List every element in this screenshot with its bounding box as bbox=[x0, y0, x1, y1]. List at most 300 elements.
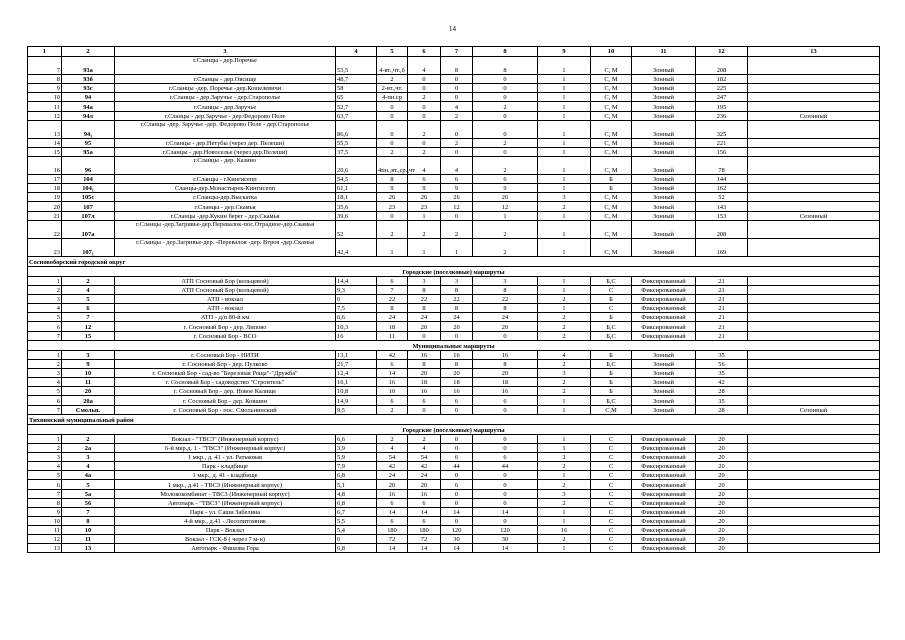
cell-route-name: г.Сланцы - дер.Заручье bbox=[115, 102, 336, 111]
cell-route-no: 93б bbox=[62, 75, 115, 84]
cell-row-no: 2 bbox=[28, 443, 62, 452]
cell-route-name: г.Сланцы - г.Кингисепп bbox=[115, 174, 336, 183]
cell-class: Б,С bbox=[591, 331, 632, 340]
cell-tariff: Зонный bbox=[632, 138, 696, 147]
cell-vehicles: 1 bbox=[538, 156, 591, 174]
cell-class: С, М bbox=[591, 120, 632, 138]
cell-trips-b: 6 bbox=[408, 516, 441, 525]
cell-trips-c: 0 bbox=[441, 93, 473, 102]
cell-route-no: 20 bbox=[62, 387, 115, 396]
cell-route-name: АТП - вокзал bbox=[115, 304, 336, 313]
cell-tariff: Фиксированный bbox=[632, 462, 696, 471]
cell-route-no: 94л bbox=[62, 111, 115, 120]
cell-trips-b: 8 bbox=[408, 359, 441, 368]
cell-route-no: 15 bbox=[62, 331, 115, 340]
cell-note bbox=[748, 184, 880, 193]
cell-route-name: г.Сланцы - дер.Нетубы (через дер. Пелеши) bbox=[115, 138, 336, 147]
cell-note bbox=[748, 387, 880, 396]
cell-length: 5,9 bbox=[336, 452, 377, 461]
subsection-heading: Муниципальные маршруты bbox=[28, 340, 880, 350]
cell-note bbox=[748, 220, 880, 238]
cell-trips-b: 8 bbox=[408, 285, 441, 294]
cell-class: С bbox=[591, 516, 632, 525]
table-row bbox=[28, 174, 880, 183]
cell-trips-b: 18 bbox=[408, 378, 441, 387]
routes-table bbox=[27, 46, 880, 553]
cell-route-no: 5 bbox=[62, 294, 115, 303]
cell-row-no: 2 bbox=[28, 285, 62, 294]
cell-trips-c: 2 bbox=[441, 220, 473, 238]
cell-trips-d: 8 bbox=[473, 57, 538, 75]
cell-route-name: Автопарк - Фишова Гора bbox=[115, 544, 336, 553]
cell-trips-c: 8 bbox=[441, 359, 473, 368]
cell-note bbox=[748, 396, 880, 405]
cell-length: 35,6 bbox=[336, 202, 377, 211]
cell-trips-d: 2 bbox=[473, 238, 538, 256]
cell-tariff: Зонный bbox=[632, 211, 696, 220]
cell-tariff: Зонный bbox=[632, 387, 696, 396]
cell-fare: 21 bbox=[696, 313, 748, 322]
cell-route-name: АТП Сосновый Бор (кольцевой) bbox=[115, 285, 336, 294]
cell-trips-a: 14 bbox=[377, 507, 408, 516]
cell-trips-c: 0 bbox=[441, 516, 473, 525]
cell-trips-a: 42 bbox=[377, 350, 408, 359]
table-row bbox=[28, 507, 880, 516]
cell-fare: 35 bbox=[696, 368, 748, 377]
cell-trips-b: 0 bbox=[408, 102, 441, 111]
cell-fare: 144 bbox=[696, 174, 748, 183]
cell-note bbox=[748, 102, 880, 111]
cell-tariff: Фиксированный bbox=[632, 471, 696, 480]
cell-vehicles: 1 bbox=[538, 120, 591, 138]
cell-length: 52 bbox=[336, 220, 377, 238]
cell-tariff: Фиксированный bbox=[632, 507, 696, 516]
cell-class: С, М bbox=[591, 138, 632, 147]
cell-route-no: 2 bbox=[62, 276, 115, 285]
cell-vehicles: 2 bbox=[538, 294, 591, 303]
cell-length: 39,6 bbox=[336, 211, 377, 220]
cell-trips-b: 54 bbox=[408, 452, 441, 461]
cell-route-no: 95а bbox=[62, 147, 115, 156]
cell-trips-b: 24 bbox=[408, 471, 441, 480]
cell-trips-d: 0 bbox=[473, 405, 538, 414]
col-header: 8 bbox=[473, 47, 538, 57]
cell-row-no: 19 bbox=[28, 193, 62, 202]
cell-trips-b: 4 bbox=[408, 443, 441, 452]
cell-trips-c: 22 bbox=[441, 294, 473, 303]
cell-class: Б bbox=[591, 174, 632, 183]
cell-class: С, М bbox=[591, 211, 632, 220]
cell-tariff: Фиксированный bbox=[632, 526, 696, 535]
cell-trips-b: 0 bbox=[408, 138, 441, 147]
cell-trips-b: 6 bbox=[408, 174, 441, 183]
cell-trips-d: 8 bbox=[473, 359, 538, 368]
cell-length: 6,8 bbox=[336, 544, 377, 553]
table-row bbox=[28, 350, 880, 359]
cell-class: С, М bbox=[591, 75, 632, 84]
cell-trips-a: 2 bbox=[377, 75, 408, 84]
cell-trips-d: 0 bbox=[473, 120, 538, 138]
cell-length: 6,7 bbox=[336, 507, 377, 516]
cell-row-no: 13 bbox=[28, 544, 62, 553]
cell-trips-b: 0 bbox=[408, 75, 441, 84]
cell-row-no: 11 bbox=[28, 526, 62, 535]
cell-class: С bbox=[591, 498, 632, 507]
cell-vehicles: 1 bbox=[538, 238, 591, 256]
cell-note bbox=[748, 57, 880, 75]
cell-fare: 56 bbox=[696, 359, 748, 368]
cell-trips-c: 6 bbox=[441, 480, 473, 489]
cell-vehicles: 3 bbox=[538, 368, 591, 377]
cell-route-no: 96 bbox=[62, 156, 115, 174]
table-row bbox=[28, 193, 880, 202]
cell-row-no: 22 bbox=[28, 220, 62, 238]
cell-fare: 20 bbox=[696, 489, 748, 498]
table-row bbox=[28, 462, 880, 471]
cell-vehicles: 2 bbox=[538, 387, 591, 396]
col-header: 3 bbox=[115, 47, 336, 57]
cell-trips-a: 23 bbox=[377, 202, 408, 211]
cell-length: 5,4 bbox=[336, 526, 377, 535]
cell-class: Б bbox=[591, 368, 632, 377]
cell-row-no: 4 bbox=[28, 378, 62, 387]
cell-route-name: Автопарк - "ТВСЗ" (Инженерный корпус) bbox=[115, 498, 336, 507]
cell-trips-d: 16 bbox=[473, 350, 538, 359]
cell-row-no: 7 bbox=[28, 405, 62, 414]
cell-trips-a: 1 bbox=[377, 238, 408, 256]
cell-class: С bbox=[591, 544, 632, 553]
cell-trips-b: 16 bbox=[408, 489, 441, 498]
cell-trips-c: 0 bbox=[441, 443, 473, 452]
cell-trips-c: 4 bbox=[441, 156, 473, 174]
cell-note bbox=[748, 138, 880, 147]
cell-length: 9,3 bbox=[336, 285, 377, 294]
cell-length: 21,7 bbox=[336, 359, 377, 368]
cell-tariff: Зонный bbox=[632, 147, 696, 156]
cell-length: 14,9 bbox=[336, 396, 377, 405]
cell-length: 4,8 bbox=[336, 489, 377, 498]
cell-trips-b: 72 bbox=[408, 535, 441, 544]
cell-tariff: Зонный bbox=[632, 405, 696, 414]
cell-trips-d: 1 bbox=[473, 211, 538, 220]
cell-class: С, М bbox=[591, 57, 632, 75]
cell-route-no: 8 bbox=[62, 516, 115, 525]
cell-note: Сезонный bbox=[748, 111, 880, 120]
cell-class: С bbox=[591, 480, 632, 489]
cell-note bbox=[748, 443, 880, 452]
cell-class: С, М bbox=[591, 102, 632, 111]
cell-trips-d: 0 bbox=[473, 434, 538, 443]
cell-vehicles: 1 bbox=[538, 75, 591, 84]
cell-trips-c: 6 bbox=[441, 174, 473, 183]
cell-vehicles: 1 bbox=[538, 84, 591, 93]
cell-trips-c: 8 bbox=[441, 57, 473, 75]
cell-note bbox=[748, 480, 880, 489]
cell-trips-a: 0 bbox=[377, 120, 408, 138]
cell-tariff: Фиксированный bbox=[632, 331, 696, 340]
cell-route-name: г. Сосновый Бор - садоводство "Строитель" bbox=[115, 378, 336, 387]
cell-route-no: 3 bbox=[62, 452, 115, 461]
cell-route-no: 10 bbox=[62, 368, 115, 377]
cell-length: 16 bbox=[336, 331, 377, 340]
cell-trips-d: 0 bbox=[473, 75, 538, 84]
cell-fare: 225 bbox=[696, 84, 748, 93]
cell-trips-d: 0 bbox=[473, 93, 538, 102]
cell-trips-c: 18 bbox=[441, 378, 473, 387]
cell-fare: 20 bbox=[696, 480, 748, 489]
cell-length: 10,3 bbox=[336, 322, 377, 331]
cell-trips-b: 4 bbox=[408, 57, 441, 75]
cell-trips-a: 4-пн.ср bbox=[377, 93, 408, 102]
cell-trips-c: 120 bbox=[441, 526, 473, 535]
cell-class: С, М bbox=[591, 202, 632, 211]
cell-vehicles: 2 bbox=[538, 378, 591, 387]
cell-trips-d: 0 bbox=[473, 516, 538, 525]
cell-fare: 162 bbox=[696, 184, 748, 193]
cell-route-name: Вокзал - "ТВСЗ" (Инженерный корпус) bbox=[115, 434, 336, 443]
table-row bbox=[28, 405, 880, 414]
cell-trips-a: 11 bbox=[377, 331, 408, 340]
cell-trips-a: 16 bbox=[377, 489, 408, 498]
cell-note bbox=[748, 313, 880, 322]
cell-note bbox=[748, 93, 880, 102]
cell-trips-a: 42 bbox=[377, 462, 408, 471]
cell-tariff: Фиксированный bbox=[632, 452, 696, 461]
cell-class: С bbox=[591, 452, 632, 461]
cell-vehicles: 3 bbox=[538, 193, 591, 202]
cell-trips-b: 0 bbox=[408, 331, 441, 340]
cell-row-no: 7 bbox=[28, 489, 62, 498]
cell-trips-d: 0 bbox=[473, 471, 538, 480]
table-row bbox=[28, 102, 880, 111]
cell-vehicles: 1 bbox=[538, 111, 591, 120]
cell-row-no: 11 bbox=[28, 102, 62, 111]
cell-vehicles: 2 bbox=[538, 331, 591, 340]
section-heading-row bbox=[28, 414, 880, 424]
table-row bbox=[28, 304, 880, 313]
cell-note bbox=[748, 202, 880, 211]
cell-fare: 21 bbox=[696, 276, 748, 285]
cell-trips-d: 3 bbox=[473, 276, 538, 285]
cell-route-no: 95 bbox=[62, 138, 115, 147]
cell-vehicles: 2 bbox=[538, 202, 591, 211]
cell-note: Сезонный bbox=[748, 211, 880, 220]
cell-fare: 35 bbox=[696, 350, 748, 359]
cell-trips-d: 6 bbox=[473, 174, 538, 183]
cell-note bbox=[748, 156, 880, 174]
cell-tariff: Зонный bbox=[632, 75, 696, 84]
cell-tariff: Зонный bbox=[632, 156, 696, 174]
cell-route-no: 10 bbox=[62, 526, 115, 535]
cell-trips-c: 2 bbox=[441, 111, 473, 120]
cell-fare: 169 bbox=[696, 238, 748, 256]
cell-note bbox=[748, 120, 880, 138]
cell-length: 20,6 bbox=[336, 156, 377, 174]
cell-trips-a: 6 bbox=[377, 516, 408, 525]
cell-fare: 21 bbox=[696, 294, 748, 303]
cell-note bbox=[748, 285, 880, 294]
cell-trips-d: 0 bbox=[473, 489, 538, 498]
cell-length: 37,5 bbox=[336, 147, 377, 156]
cell-trips-d: 20 bbox=[473, 322, 538, 331]
cell-route-no: 107₁ bbox=[62, 238, 115, 256]
cell-note: Сезонный bbox=[748, 405, 880, 414]
cell-class: Б,С bbox=[591, 276, 632, 285]
table-row bbox=[28, 184, 880, 193]
cell-note bbox=[748, 378, 880, 387]
cell-vehicles: 1 bbox=[538, 184, 591, 193]
cell-route-name: г. Сосновый Бор - дер. Липово bbox=[115, 322, 336, 331]
cell-route-no: 94а bbox=[62, 102, 115, 111]
cell-fare: 21 bbox=[696, 322, 748, 331]
cell-row-no: 1 bbox=[28, 434, 62, 443]
cell-trips-d: 18 bbox=[473, 378, 538, 387]
cell-class: Б bbox=[591, 350, 632, 359]
cell-fare: 42 bbox=[696, 378, 748, 387]
cell-route-no: 11 bbox=[62, 535, 115, 544]
cell-trips-d: 16 bbox=[473, 387, 538, 396]
cell-trips-a: 26 bbox=[377, 193, 408, 202]
cell-trips-d: 0 bbox=[473, 331, 538, 340]
cell-tariff: Зонный bbox=[632, 102, 696, 111]
cell-note bbox=[748, 350, 880, 359]
cell-row-no: 12 bbox=[28, 111, 62, 120]
cell-trips-b: 0 bbox=[408, 84, 441, 93]
cell-fare: 325 bbox=[696, 120, 748, 138]
cell-vehicles: 1 bbox=[538, 443, 591, 452]
cell-vehicles: 2 bbox=[538, 498, 591, 507]
cell-note bbox=[748, 489, 880, 498]
cell-trips-a: 0 bbox=[377, 138, 408, 147]
cell-row-no: 10 bbox=[28, 516, 62, 525]
table-row bbox=[28, 138, 880, 147]
cell-trips-d: 2 bbox=[473, 138, 538, 147]
table-row bbox=[28, 526, 880, 535]
cell-class: Б,С bbox=[591, 322, 632, 331]
cell-vehicles: 1 bbox=[538, 544, 591, 553]
cell-trips-a: 0 bbox=[377, 211, 408, 220]
table-row bbox=[28, 211, 880, 220]
col-header: 12 bbox=[696, 47, 748, 57]
cell-trips-a: 0 bbox=[377, 111, 408, 120]
cell-row-no: 1 bbox=[28, 276, 62, 285]
col-header: 13 bbox=[748, 47, 880, 57]
cell-fare: 20 bbox=[696, 507, 748, 516]
cell-class: С bbox=[591, 304, 632, 313]
cell-row-no: 6 bbox=[28, 480, 62, 489]
cell-fare: 20 bbox=[696, 544, 748, 553]
cell-note bbox=[748, 304, 880, 313]
cell-trips-a: 2 bbox=[377, 220, 408, 238]
table-row bbox=[28, 443, 880, 452]
cell-row-no: 14 bbox=[28, 138, 62, 147]
cell-trips-b: 14 bbox=[408, 507, 441, 516]
cell-route-no: 4а bbox=[62, 471, 115, 480]
cell-tariff: Зонный bbox=[632, 238, 696, 256]
cell-fare: 52 bbox=[696, 193, 748, 202]
cell-trips-c: 2 bbox=[441, 138, 473, 147]
cell-fare: 20 bbox=[696, 535, 748, 544]
cell-trips-d: 9 bbox=[473, 184, 538, 193]
cell-route-name: 4-й мкр., д.41 - Лесопитомник bbox=[115, 516, 336, 525]
cell-route-name: 1 мкр., д. 41 - ул. Ратьковая bbox=[115, 452, 336, 461]
cell-class: С bbox=[591, 434, 632, 443]
cell-row-no: 15 bbox=[28, 147, 62, 156]
cell-route-name: г.Сланцы -дер. Заручье -дер. Федорово Поле - дер.Старополье bbox=[115, 120, 336, 138]
table-row bbox=[28, 387, 880, 396]
cell-route-name: Парк - Вокзал bbox=[115, 526, 336, 535]
cell-class: С bbox=[591, 526, 632, 535]
cell-note bbox=[748, 452, 880, 461]
cell-row-no: 3 bbox=[28, 368, 62, 377]
cell-class: С, М bbox=[591, 238, 632, 256]
cell-route-no: 2а bbox=[62, 443, 115, 452]
cell-class: С bbox=[591, 535, 632, 544]
cell-tariff: Зонный bbox=[632, 350, 696, 359]
cell-trips-a: 4 bbox=[377, 443, 408, 452]
page-number: 14 bbox=[449, 25, 456, 33]
cell-trips-a: 2-вт.,чт. bbox=[377, 84, 408, 93]
cell-fare: 21 bbox=[696, 331, 748, 340]
cell-note bbox=[748, 544, 880, 553]
cell-route-name: АТП - д/п 80-й км bbox=[115, 313, 336, 322]
cell-note bbox=[748, 174, 880, 183]
cell-row-no: 10 bbox=[28, 93, 62, 102]
cell-trips-d: 6 bbox=[473, 452, 538, 461]
cell-trips-a: 6 bbox=[377, 498, 408, 507]
cell-route-no: 5а bbox=[62, 489, 115, 498]
cell-trips-d: 0 bbox=[473, 147, 538, 156]
cell-note bbox=[748, 193, 880, 202]
cell-trips-d: 44 bbox=[473, 462, 538, 471]
table-row bbox=[28, 202, 880, 211]
cell-class: С, М bbox=[591, 193, 632, 202]
cell-length: 3,9 bbox=[336, 443, 377, 452]
cell-route-name: Сланцы-дер.Монастырек-Кингисепп bbox=[115, 184, 336, 193]
cell-route-name: г.Сланцы - дер.Овсище bbox=[115, 75, 336, 84]
cell-length: 6,6 bbox=[336, 313, 377, 322]
cell-trips-c: 0 bbox=[441, 471, 473, 480]
table-row bbox=[28, 147, 880, 156]
cell-vehicles: 1 bbox=[538, 147, 591, 156]
table-row bbox=[28, 156, 880, 174]
cell-vehicles: 1 bbox=[538, 516, 591, 525]
subsection-heading-row bbox=[28, 424, 880, 434]
cell-row-no: 9 bbox=[28, 507, 62, 516]
cell-route-no: 104 bbox=[62, 174, 115, 183]
cell-note bbox=[748, 535, 880, 544]
cell-fare: 35 bbox=[696, 396, 748, 405]
cell-trips-d: 30 bbox=[473, 535, 538, 544]
cell-note bbox=[748, 294, 880, 303]
cell-route-name: г.Сланцы -дер.Кукин берег - дер.Скамья bbox=[115, 211, 336, 220]
cell-note bbox=[748, 359, 880, 368]
cell-trips-d: 8 bbox=[473, 285, 538, 294]
cell-trips-a: 18 bbox=[377, 322, 408, 331]
cell-row-no: 2 bbox=[28, 359, 62, 368]
table-row bbox=[28, 57, 880, 75]
cell-route-name: АТП - вокзал bbox=[115, 294, 336, 303]
cell-route-name: Парк - ул. Саши Забелина bbox=[115, 507, 336, 516]
cell-trips-a: 6 bbox=[377, 396, 408, 405]
cell-class: С bbox=[591, 507, 632, 516]
cell-route-no: 7 bbox=[62, 313, 115, 322]
cell-vehicles: 1 bbox=[538, 434, 591, 443]
cell-tariff: Фиксированный bbox=[632, 276, 696, 285]
cell-row-no: 17 bbox=[28, 174, 62, 183]
cell-trips-d: 22 bbox=[473, 294, 538, 303]
cell-route-name: г. Сосновый Бор - НИТИ bbox=[115, 350, 336, 359]
